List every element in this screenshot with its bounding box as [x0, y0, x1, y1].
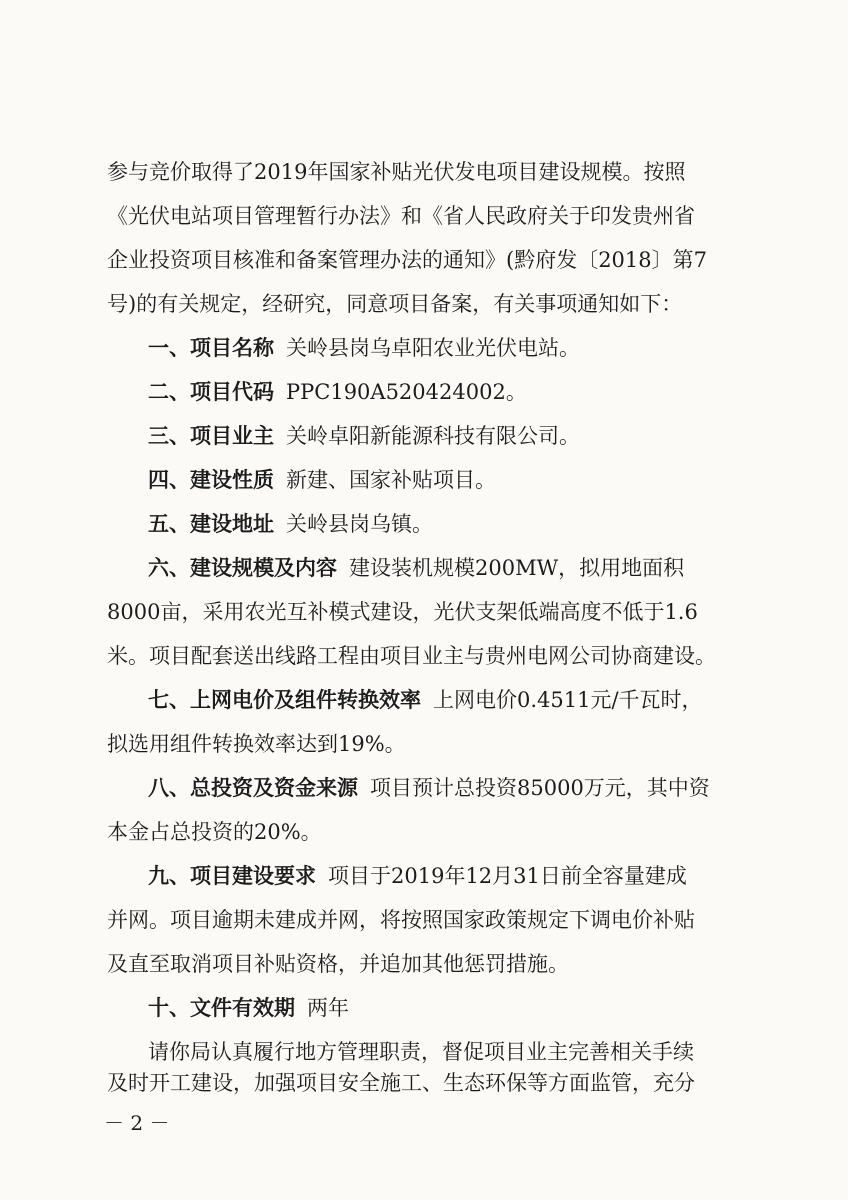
page-number: － 2 － — [104, 1111, 170, 1135]
item-text: 上网电价0.4511元/千瓦时， — [433, 688, 703, 712]
item-heading: 十、文件有效期 — [148, 996, 295, 1020]
item-text: PPC190A520424002。 — [286, 380, 527, 404]
text-line: 企业投资项目核准和备案管理办法的通知》(黔府发〔2018〕第7 — [107, 248, 707, 272]
item-heading: 九、项目建设要求 — [148, 864, 316, 888]
item-text: 项目预计总投资85000万元，其中资 — [370, 776, 710, 800]
text-line: 本金占总投资的20%。 — [107, 820, 322, 844]
item-line — [148, 861, 747, 891]
text-line: 并网。项目逾期未建成并网，将按照国家政策规定下调电价补贴 — [107, 908, 695, 932]
text-line: 米。项目配套送出线路工程由项目业主与贵州电网公司协商建设。 — [107, 644, 716, 668]
text-line: 拟选用组件转换效率达到19%。 — [107, 732, 406, 756]
item-line — [148, 465, 747, 495]
item-heading: 三、项目业主 — [148, 424, 274, 448]
item-text: 关岭县岗乌卓阳农业光伏电站。 — [286, 336, 580, 360]
item-heading: 七、上网电价及组件转换效率 — [148, 688, 421, 712]
item-line — [148, 377, 747, 407]
item-heading: 二、项目代码 — [148, 380, 274, 404]
item-text: 项目于2019年12月31日前全容量建成 — [328, 864, 687, 888]
text-line: 号)的有关规定，经研究，同意项目备案，有关事项通知如下： — [107, 292, 683, 316]
item-line — [148, 773, 747, 803]
item-line — [148, 553, 747, 583]
item-line — [148, 421, 747, 451]
item-text: 新建、国家补贴项目。 — [286, 468, 496, 492]
item-heading: 六、建设规模及内容 — [148, 556, 337, 580]
text-line: 及时开工建设，加强项目安全施工、生态环保等方面监管，充分 — [107, 1071, 695, 1095]
item-heading: 八、总投资及资金来源 — [148, 776, 358, 800]
item-heading: 四、建设性质 — [148, 468, 274, 492]
item-text: 两年 — [307, 996, 349, 1020]
item-text: 关岭卓阳新能源科技有限公司。 — [286, 424, 580, 448]
item-text: 关岭县岗乌镇。 — [286, 512, 433, 536]
item-line — [148, 685, 747, 715]
text-line: 及直至取消项目补贴资格，并追加其他惩罚措施。 — [107, 952, 569, 976]
text-line: 参与竞价取得了2019年国家补贴光伏发电项目建设规模。按照 — [107, 160, 686, 184]
item-line — [148, 993, 747, 1023]
item-text: 建设装机规模200MW，拟用地面积 — [349, 556, 685, 580]
text-line: 《光伏电站项目管理暂行办法》和《省人民政府关于印发贵州省 — [107, 204, 695, 228]
item-line — [148, 509, 747, 539]
text-line: 8000亩，采用农光互补模式建设，光伏支架低端高度不低于1.6 — [107, 600, 698, 624]
item-heading: 五、建设地址 — [148, 512, 274, 536]
item-line — [148, 333, 747, 363]
item-heading: 一、项目名称 — [148, 336, 274, 360]
text-line: 请你局认真履行地方管理职责，督促项目业主完善相关手续 — [148, 1040, 694, 1064]
